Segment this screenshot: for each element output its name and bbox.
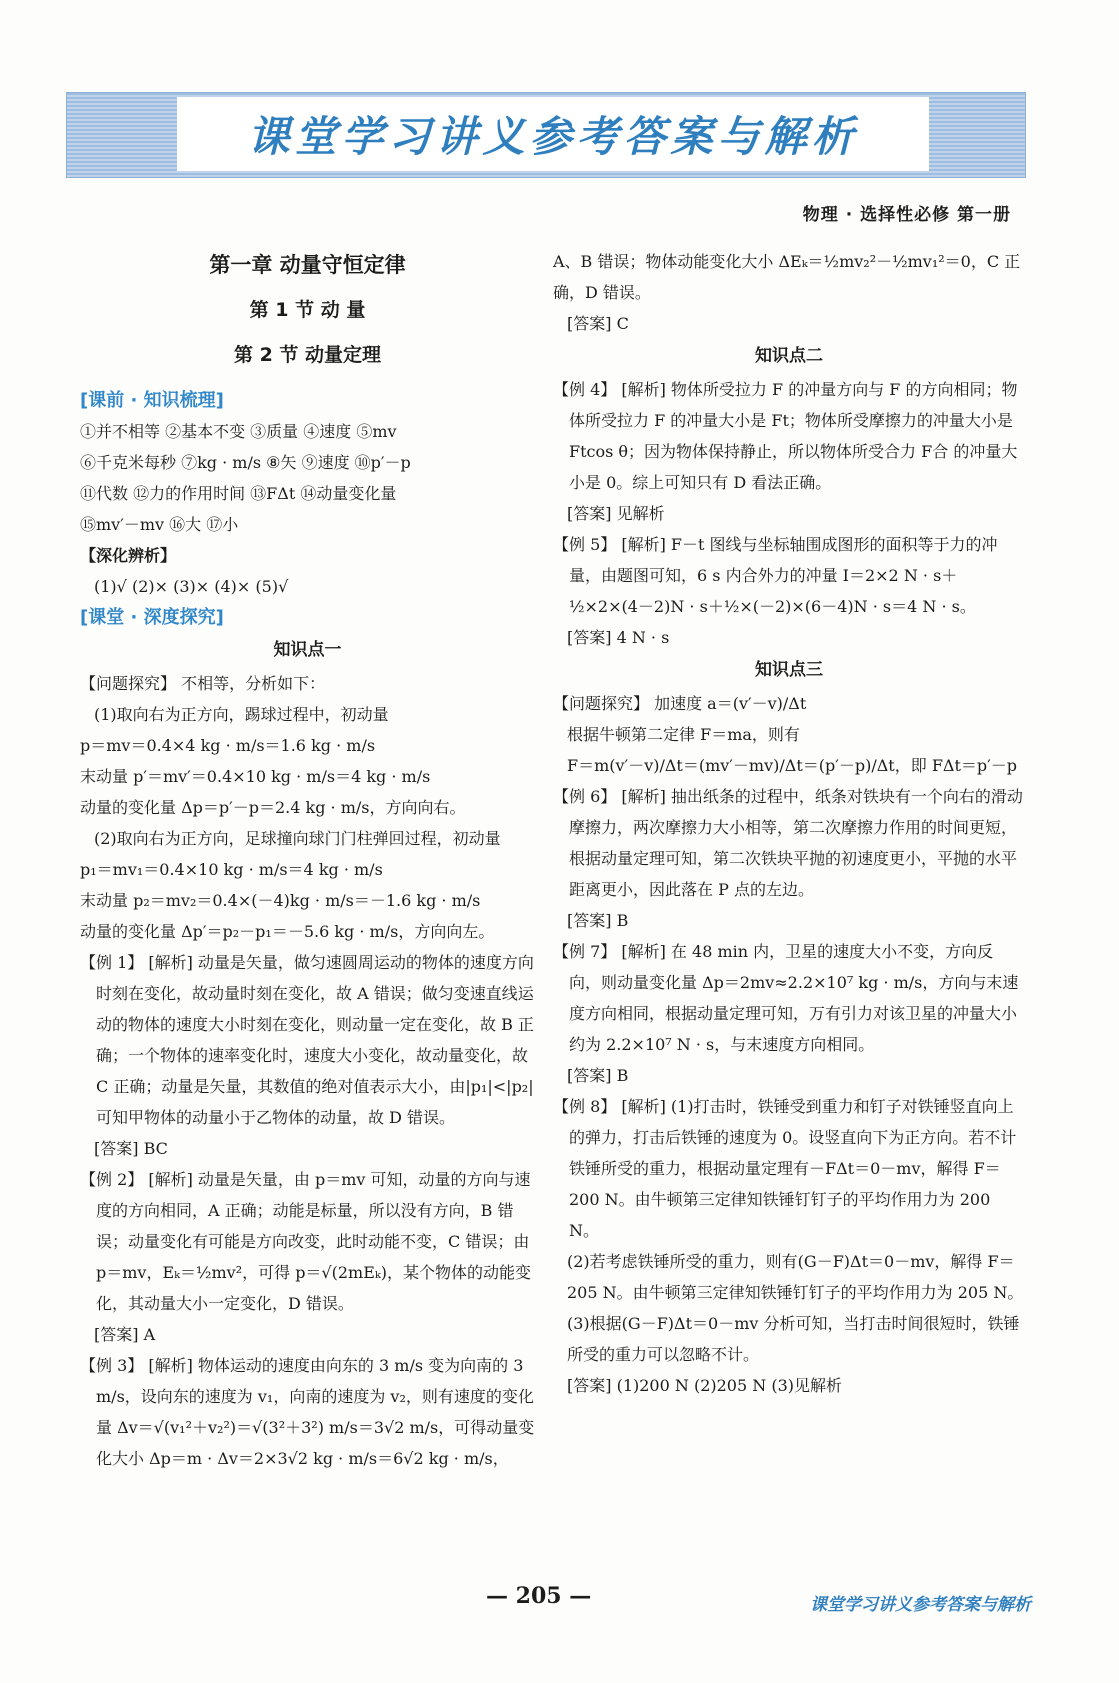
deep-analysis-heading: 【深化辨析】 [80, 546, 177, 565]
section-2-title: 第 2 节 动量定理 [233, 344, 382, 366]
knowledge-point-3: 知识点三 [755, 660, 823, 680]
footer-label: 课堂学习讲义参考答案与解析 [810, 1595, 1031, 1615]
example-3-continued: A、B 错误；物体动能变化大小 ΔEₖ＝½mv₂²－½mv₁²＝0，C 正确，D 错误。 [553, 252, 1021, 302]
banner-title: 课堂学习讲义参考答案与解析 [177, 97, 929, 171]
text-line: 末动量 p₂＝mv₂＝0.4×(－4)kg · m/s＝－1.6 kg · m/s [80, 891, 481, 910]
title-banner [66, 92, 1026, 178]
section-1-title: 第 1 节 动 量 [249, 299, 366, 321]
example-4: 【例 4】 [解析] 物体所受拉力 F 的冲量方向与 F 的方向相同；物体所受拉力 F 的冲量大小是 Ft；物体所受摩擦力的冲量大小是 Ftcos θ；因为物体保持静止，所以物体所受合力 F合 的冲量大小是 0。综上可知只有 D 看法正确。 [553, 380, 1018, 492]
knowledge-line: ①并不相等 ②基本不变 ③质量 ④速度 ⑤mv [80, 422, 397, 441]
text-line: p＝mv＝0.4×4 kg · m/s＝1.6 kg · m/s [80, 736, 376, 755]
text-line: F＝m(v′－v)/Δt＝(mv′－mv)/Δt＝(p′－p)/Δt，即 FΔt＝p′－p [567, 756, 1018, 775]
knowledge-line: ⑪代数 ⑫力的作用时间 ⑬FΔt ⑭动量变化量 [80, 484, 397, 503]
example-7: 【例 7】 [解析] 在 48 min 内，卫星的速度大小不变，方向反向，则动量变化量 Δp＝2mv≈2.2×10⁷ kg · m/s，方向与末速度方向相同，根据动量定理可知，万有引力对该卫星的冲量大小约为 2.2×10⁷ N · s，与末速度方向相同。 [553, 942, 1019, 1054]
knowledge-point-1: 知识点一 [273, 640, 342, 660]
answer-5: [答案] 4 N · s [567, 628, 670, 647]
tag-deep-exploration: [课堂 · 深度探究] [80, 607, 224, 628]
answer-2: [答案] A [94, 1325, 156, 1344]
text-line: 根据牛顿第二定律 F＝ma，则有 [567, 725, 800, 744]
example-2: 【例 2】 [解析] 动量是矢量，由 p＝mv 可知，动量的方向与速度的方向相同，A 正确；动能是标量，所以没有方向，B 错误；动量变化有可能是方向改变，此时动能不变，C 错误；由 p＝mv，Eₖ＝½mv²，可得 p＝√(2mEₖ)，某个物体的动能变化，其动量大小一定变化，D 错误。 [80, 1170, 531, 1313]
text-line: 动量的变化量 Δp′＝p₂－p₁＝－5.6 kg · m/s，方向向左。 [80, 922, 495, 941]
knowledge-line: ⑮mv′－mv ⑯大 ⑰小 [80, 515, 239, 534]
example-8: 【例 8】 [解析] (1)打击时，铁锤受到重力和钉子对铁锤竖直向上的弹力，打击后铁锤的速度为 0。设竖直向下为正方向。若不计铁锤所受的重力，根据动量定理有－FΔt＝0－mv，解得 F＝200 N。由牛顿第三定律知铁锤钉钉子的平均作用力为 200 N。 [553, 1097, 1017, 1240]
text-line: (2)取向右为正方向，足球撞向球门门柱弹回过程，初动量 [94, 829, 501, 848]
example-1: 【例 1】 [解析] 动量是矢量，做匀速圆周运动的物体的速度方向时刻在变化，故动量时刻在变化，故 A 错误；做匀变速直线运动的物体的速度大小时刻在变化，则动量一定在变化，故 B 正确；一个物体的速率变化时，速度大小变化，故动量变化，故 C 正确；动量是矢量，其数值的绝对值表示大小，由|p₁|<|p₂|可知甲物体的动量小于乙物体的动量，故 D 错误。 [80, 953, 534, 1127]
answer-8: [答案] (1)200 N (2)205 N (3)见解析 [567, 1376, 842, 1395]
example-3: 【例 3】 [解析] 物体运动的速度由向东的 3 m/s 变为向南的 3 m/s，设向东的速度为 v₁，向南的速度为 v₂，则有速度的变化量 Δv＝√(v₁²＋v₂²)＝√(3²＋3²) m/s＝3√2 m/s，可得动量变化大小 Δp＝m · Δv＝2×3√2 kg · m/s＝6√2 kg · m/s， [80, 1356, 535, 1468]
text-line: 【问题探究】 不相等，分析如下： [80, 674, 326, 693]
text-line: 动量的变化量 Δp＝p′－p＝2.4 kg · m/s，方向向右。 [80, 798, 466, 817]
example-5: 【例 5】 [解析] F－t 图线与坐标轴围成图形的面积等于力的冲量，由题图可知，6 s 内合外力的冲量 I＝2×2 N · s＋½×2×(4－2)N · s＋½×(－2)×(6－4)N · s＝4 N · s。 [553, 535, 998, 616]
text-line: 【问题探究】 加速度 a＝(v′－v)/Δt [553, 694, 807, 713]
example-8-part-3: (3)根据(G－F)Δt＝0－mv 分析可知，当打击时间很短时，铁锤所受的重力可以忽略不计。 [567, 1314, 1020, 1364]
text-line: 末动量 p′＝mv′＝0.4×10 kg · m/s＝4 kg · m/s [80, 767, 431, 786]
chapter-title: 第一章 动量守恒定律 [209, 253, 406, 277]
answer-3: [答案] C [567, 314, 629, 333]
knowledge-line: ⑥千克米每秒 ⑦kg · m/s ⑧矢 ⑨速度 ⑩p′－p [80, 453, 411, 472]
text-line: (1)取向右为正方向，踢球过程中，初动量 [94, 705, 389, 724]
page-number: — 205 — [486, 1583, 592, 1609]
left-column [80, 246, 535, 1474]
answer-6: [答案] B [567, 911, 629, 930]
example-8-part-2: (2)若考虑铁锤所受的重力，则有(G－F)Δt＝0－mv，解得 F＝205 N。由牛顿第三定律知铁锤钉钉子的平均作用力为 205 N。 [567, 1252, 1024, 1302]
knowledge-point-2: 知识点二 [755, 346, 823, 366]
right-column [553, 246, 1025, 1401]
answer-1: [答案] BC [94, 1139, 168, 1158]
answer-7: [答案] B [567, 1066, 629, 1085]
text-line: p₁＝mv₁＝0.4×10 kg · m/s＝4 kg · m/s [80, 860, 383, 879]
example-6: 【例 6】 [解析] 抽出纸条的过程中，纸条对铁块有一个向右的滑动摩擦力，两次摩擦力大小相等，第二次摩擦力作用的时间更短，根据动量定理可知，第二次铁块平抛的初速度更小，平抛的水平距离更小，因此落在 P 点的左边。 [553, 787, 1023, 899]
subject-label: 物理 · 选择性必修 第一册 [802, 205, 1011, 225]
answer-4: [答案] 见解析 [567, 504, 665, 523]
deep-analysis-answers: (1)√ (2)× (3)× (4)× (5)√ [94, 577, 289, 596]
tag-knowledge-review: [课前 · 知识梳理] [80, 390, 224, 411]
